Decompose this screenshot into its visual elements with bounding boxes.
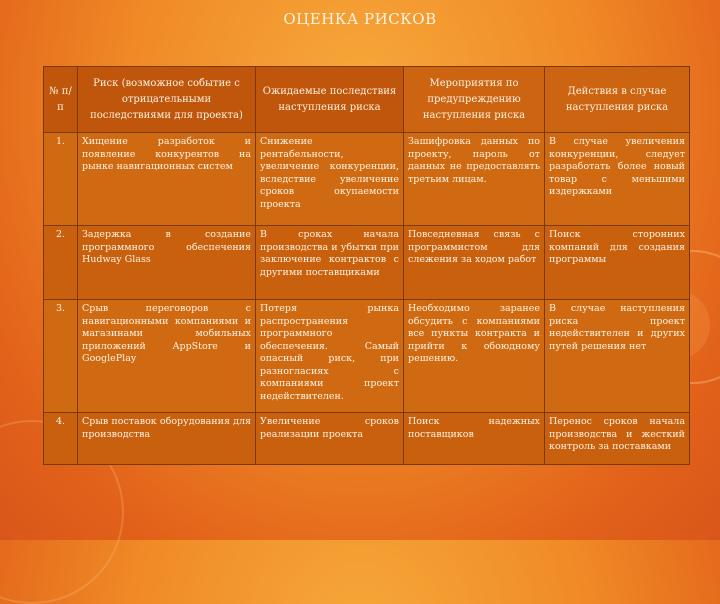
row-number: 1.: [44, 133, 78, 226]
prevention-cell: Необходимо заранее обсудить с компаниями все пункты контракта и прийти к обоюдному решению.: [404, 300, 545, 413]
consequences-cell: Увеличение сроков реализации проекта: [256, 413, 404, 465]
row-number: 3.: [44, 300, 78, 413]
table-row: [44, 226, 690, 300]
header-consequences: Ожидаемые последствия наступления риска: [256, 67, 404, 133]
header-actions: Действия в случае наступления риска: [545, 67, 690, 133]
table-row: [44, 300, 690, 413]
actions-cell: Перенос сроков начала производства и жесткий контроль за поставками: [545, 413, 690, 465]
row-number: 2.: [44, 226, 78, 300]
risk-cell: Хищение разработок и появление конкурентов на рынке навигационных систем: [78, 133, 256, 226]
prevention-cell: Повседневная связь с программистом для слежения за ходом работ: [404, 226, 545, 300]
prevention-cell: Зашифровка данных по проекту, пароль от данных не предоставлять третьим лицам.: [404, 133, 545, 226]
slide-title: ОЦЕНКА РИСКОВ: [283, 10, 437, 28]
table-row: [44, 413, 690, 465]
risk-cell: Задержка в создание программного обеспечения Hudway Glass: [78, 226, 256, 300]
actions-cell: В случае наступления риска проект недействителен и других путей решения нет: [545, 300, 690, 413]
actions-cell: В случае увеличения конкуренции, следует разработать более новый товар с меньшими издержками: [545, 133, 690, 226]
risk-table: [43, 66, 690, 465]
consequences-cell: В сроках начала производства и убытки при заключение контрактов с другими поставщиками: [256, 226, 404, 300]
actions-cell: Поиск сторонних компаний для создания программы: [545, 226, 690, 300]
header-prevention: Мероприятия по предупреждению наступления риска: [404, 67, 545, 133]
consequences-cell: Потеря рынка распространения программного обеспечения. Самый опасный риск, при разногласиях с компаниями проект недействителен.: [256, 300, 404, 413]
consequences-cell: Снижение рентабельности, увеличение конкуренции, вследствие увеличение сроков окупаемости проекта: [256, 133, 404, 226]
table-row: [44, 133, 690, 226]
risk-cell: Срыв переговоров с навигационными компаниями и магазинами мобильных приложений AppStore и GooglePlay: [78, 300, 256, 413]
risk-cell: Срыв поставок оборудования для производства: [78, 413, 256, 465]
header-risk: Риск (возможное событие с отрицательными последствиями для проекта): [78, 67, 256, 133]
row-number: 4.: [44, 413, 78, 465]
prevention-cell: Поиск надежных поставщиков: [404, 413, 545, 465]
table-header-row: [44, 67, 690, 133]
header-number: № п/п: [44, 67, 78, 133]
